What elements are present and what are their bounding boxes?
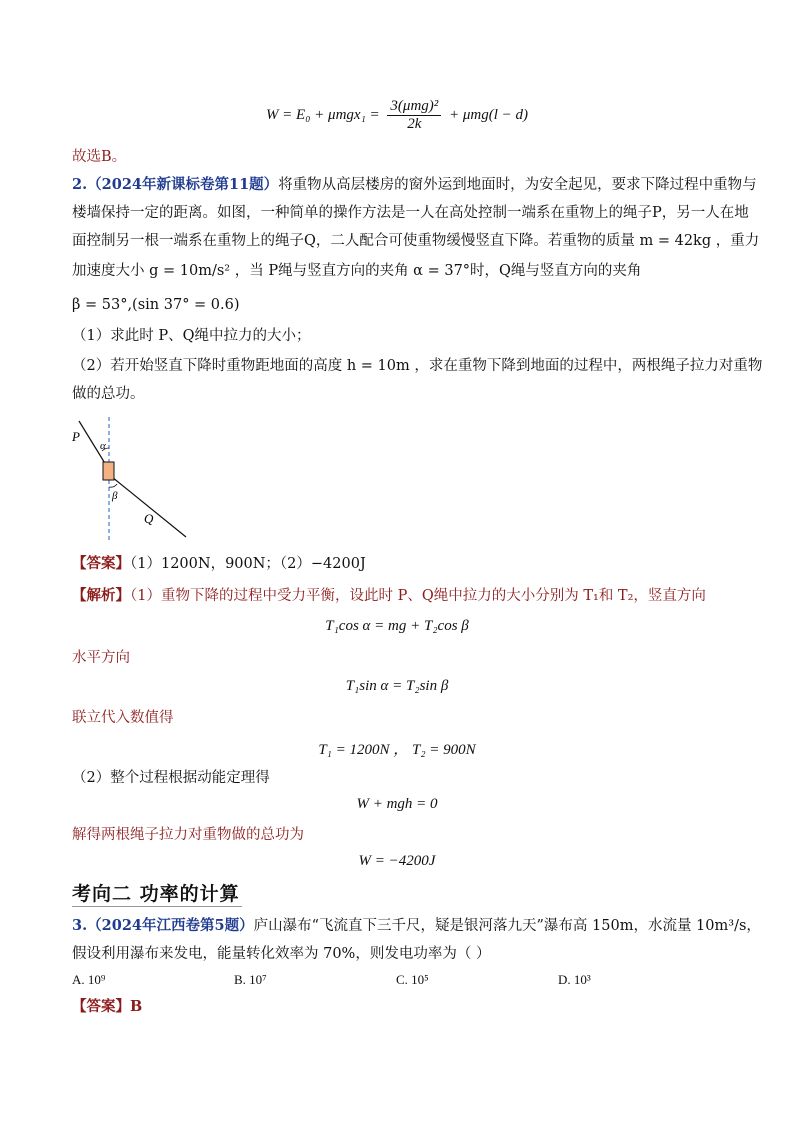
q2-line5: β = 53°,(sin 37° = 0.6): [72, 297, 240, 313]
answer-text: （1）1200N，900N；（2）−4200J: [130, 556, 366, 572]
answer-line: [72, 554, 366, 574]
q2-subquestion-2a: （2）若开始竖直下降时重物距地面的高度 h = 10m ，求在重物下降到地面的过程中，两根绳子拉力对重物: [72, 358, 763, 374]
option-d: D. 10³: [558, 972, 591, 987]
q3-line1: [72, 916, 761, 936]
eq-fraction: [387, 98, 441, 133]
q2-number: 2.: [72, 176, 88, 193]
option-a: A. 10⁹: [72, 972, 106, 987]
q3-answer-line: [72, 997, 142, 1017]
equation-vertical-balance: T₁cos α = mg + T₂cos β: [325, 618, 469, 634]
q3-line2: 假设利用瀑布来发电，能量转化效率为 70%，则发电功率为（ ）: [72, 946, 491, 962]
label-p: P: [72, 429, 80, 444]
q3-number: 3.: [72, 917, 88, 934]
q2-line4: 加速度大小 g = 10m/s² ，当 P绳与竖直方向的夹角 α = 37°时，Q绳与竖直方向的夹角: [72, 263, 642, 279]
part2-label: （2）整个过程根据动能定理得: [72, 770, 270, 786]
analysis-tag: 【解析】: [72, 587, 130, 604]
q3-answer-value: B: [130, 998, 143, 1015]
section-heading-underline: [72, 906, 242, 907]
equation-work-energy: [0, 98, 794, 133]
option-b: B. 10⁷: [234, 972, 267, 987]
q3-source: （2024年江西卷第5题）: [87, 917, 254, 934]
fraction-numerator: 3(μmg)²: [387, 98, 441, 116]
select-b-text: 故选B。: [72, 149, 127, 165]
label-beta: β: [112, 490, 118, 502]
equation-tension-results: T₁ = 1200N ， T₂ = 900N: [318, 742, 476, 758]
fraction-denominator: 2k: [407, 116, 422, 132]
q2-subquestion-2b: 做的总功。: [72, 386, 145, 402]
horizontal-direction-label: 水平方向: [72, 650, 130, 666]
rope-diagram: [66, 415, 196, 545]
equation-total-work: W = −4200J: [358, 853, 436, 869]
beta-arc: [109, 484, 117, 487]
analysis-text1: （1）重物下降的过程中受力平衡，设此时 P、Q绳中拉力的大小分别为 T₁和 T₂，竖直方向: [130, 588, 706, 604]
answer-tag: 【答案】: [72, 555, 130, 572]
eq-rhs: + μmg(l − d): [449, 106, 529, 123]
option-c: C. 10⁵: [396, 972, 429, 987]
label-alpha: α: [100, 440, 106, 452]
analysis-line1: [72, 586, 706, 606]
equation-horizontal-balance: T₁sin α = T₂sin β: [345, 678, 449, 694]
solve-label: 解得两根绳子拉力对重物做的总功为: [72, 827, 304, 843]
q2-line3: 面控制另一根一端系在重物上的绳子Q，二人配合可使重物缓慢竖直下降。若重物的质量 m = 42kg ，重力: [72, 233, 760, 249]
q2-text-line1: 将重物从高层楼房的窗外运到地面时，为安全起见，要求下降过程中重物与: [278, 177, 757, 193]
rope-q: [112, 477, 186, 537]
q2-line2: 楼墙保持一定的距离。如图，一种简单的操作方法是一人在高处控制一端系在重物上的绳子P，另一人在地: [72, 205, 749, 221]
q3-text-line1: 庐山瀑布“飞流直下三千尺，疑是银河落九天”瀑布高 150m，水流量 10m³/s，: [253, 918, 761, 934]
q2-source: （2024年新课标卷第11题）: [87, 176, 279, 193]
q2-subquestion-1: （1）求此时 P、Q绳中拉力的大小；: [72, 328, 311, 344]
section-heading: 考向二 功率的计算: [72, 883, 240, 905]
equation-work-theorem: W + mgh = 0: [356, 796, 438, 812]
label-q: Q: [144, 511, 154, 526]
eq-lhs: W = E₀ + μmgx₁ =: [265, 106, 380, 123]
combine-label: 联立代入数值得: [72, 710, 174, 726]
q2-line1: [72, 175, 757, 195]
weight-block: [103, 462, 114, 480]
q3-answer-tag: 【答案】: [72, 998, 130, 1015]
